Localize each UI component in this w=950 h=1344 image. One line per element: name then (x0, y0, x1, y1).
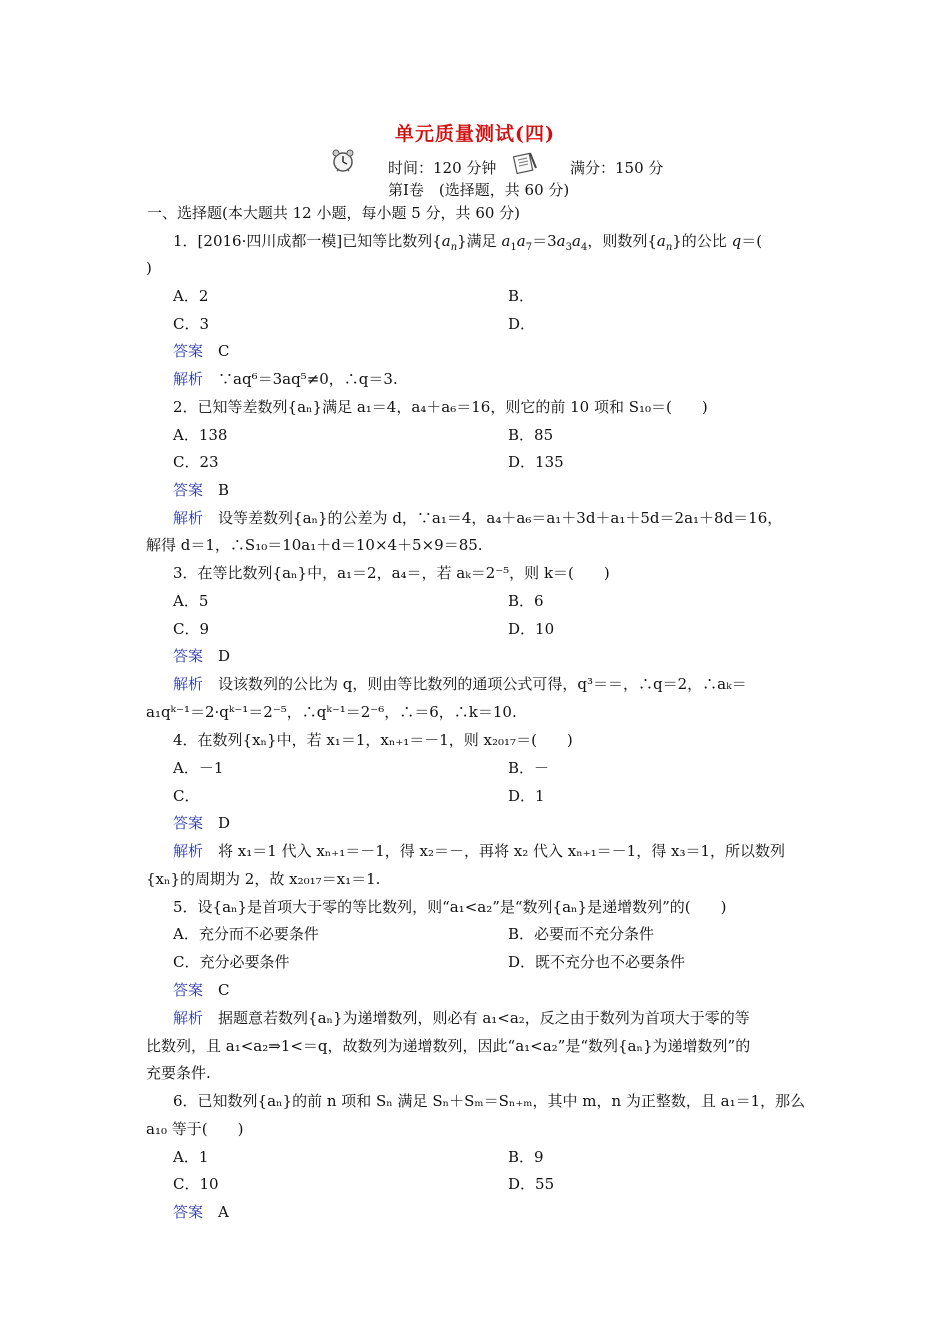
question-1-answer: 答案 C (173, 342, 230, 360)
question-3-option-c: C．9 (173, 620, 210, 638)
question-6-option-d: D．55 (508, 1175, 555, 1193)
section-heading: 一、选择题(本大题共 12 小题，每小题 5 分，共 60 分) (147, 204, 521, 222)
question-4-option-b: B．－ (508, 759, 550, 777)
question-6-stem: 6．已知数列{aₙ}的前 n 项和 Sₙ 满足 Sₙ＋Sₘ＝Sₙ₊ₘ，其中 m，n 为正整数，且 a₁＝1，那么 (173, 1092, 806, 1110)
exam-paper-icon (512, 150, 540, 174)
question-3-option-d: D．10 (508, 620, 555, 638)
question-2-option-b: B．85 (508, 426, 554, 444)
question-5-analysis-cont-2: 充要条件. (146, 1064, 211, 1082)
question-6-option-b: B．9 (508, 1148, 544, 1166)
question-5-option-c: C．充分必要条件 (173, 953, 290, 971)
question-2-analysis: 解析 设等差数列{aₙ}的公差为 d，∵a₁＝4，a₄＋a₆＝a₁＋3d＋a₁＋5d＝2a₁＋8d＝16， (173, 509, 783, 527)
question-3-option-b: B．6 (508, 592, 544, 610)
question-5-answer: 答案 C (173, 981, 230, 999)
question-2-option-a: A．138 (173, 426, 228, 444)
question-4-option-c: C． (173, 787, 200, 805)
question-1-option-a: A．2 (173, 287, 209, 305)
question-4-option-a: A．－1 (173, 759, 224, 777)
question-6-option-a: A．1 (173, 1148, 209, 1166)
question-5-analysis-cont: 比数列，且 a₁<a₂⇒1<＝q，故数列为递增数列，因此“a₁<a₂”是“数列{aₙ}为递增数列”的 (146, 1037, 751, 1055)
question-2-stem: 2．已知等差数列{aₙ}满足 a₁＝4，a₄＋a₆＝16，则它的前 10 项和 S₁₀＝( ) (173, 398, 708, 416)
question-3-option-a: A．5 (173, 592, 209, 610)
full-score: 满分：150 分 (570, 159, 664, 177)
clock-icon (330, 148, 356, 174)
question-1-option-d: D． (508, 315, 536, 333)
time-limit: 时间：120 分钟 (388, 159, 497, 177)
question-1-option-b: B． (508, 287, 535, 305)
page-title: 单元质量测试(四) (395, 123, 555, 145)
question-6-answer: 答案 A (173, 1203, 229, 1221)
question-3-analysis-cont: a₁qᵏ⁻¹＝2·qᵏ⁻¹＝2⁻⁵，∴qᵏ⁻¹＝2⁻⁶，∴＝6，∴k＝10. (146, 703, 517, 721)
question-1-option-c: C．3 (173, 315, 210, 333)
question-3-analysis: 解析 设该数列的公比为 q，则由等比数列的通项公式可得，q³＝＝，∴q＝2，∴aₖ＝ (173, 675, 747, 693)
question-4-stem: 4．在数列{xₙ}中，若 x₁＝1，xₙ₊₁＝－1，则 x₂₀₁₇＝( ) (173, 731, 573, 749)
question-4-analysis-cont: {xₙ}的周期为 2，故 x₂₀₁₇＝x₁＝1. (146, 870, 381, 888)
question-5-option-a: A．充分而不必要条件 (173, 925, 319, 943)
question-2-option-c: C．23 (173, 453, 219, 471)
question-2-analysis-cont: 解得 d＝1，∴S₁₀＝10a₁＋d＝10×4＋5×9＝85. (146, 536, 483, 554)
question-1-stem-wrap: ) (146, 259, 152, 277)
question-4-answer: 答案 D (173, 814, 231, 832)
question-5-stem: 5．设{aₙ}是首项大于零的等比数列，则“a₁<a₂”是“数列{aₙ}是递增数列”的( ) (173, 898, 727, 916)
question-1-stem: 1．[2016·四川成都一模]已知等比数列$\{a_n\}$满足 $a_1a_7=3a_3a_4$，则数列$\{a_n\}$的公比 q＝( (173, 232, 763, 253)
question-6-stem-cont: a₁₀ 等于( ) (146, 1120, 244, 1138)
question-3-stem: 3．在等比数列{aₙ}中，a₁＝2，a₄＝，若 aₖ＝2⁻⁵，则 k＝( ) (173, 564, 610, 582)
question-2-option-d: D．135 (508, 453, 564, 471)
question-4-analysis: 解析 将 x₁＝1 代入 xₙ₊₁＝－1，得 x₂＝－，再将 x₂ 代入 xₙ₊₁＝－1，得 x₃＝1，所以数列 (173, 842, 786, 860)
part-heading: 第Ⅰ卷 (选择题，共 60 分) (388, 181, 570, 199)
question-3-answer: 答案 D (173, 647, 231, 665)
question-5-option-b: B．必要而不充分条件 (508, 925, 655, 943)
question-5-analysis: 解析 据题意若数列{aₙ}为递增数列，则必有 a₁<a₂，反之由于数列为首项大于零的等 (173, 1009, 750, 1027)
question-4-option-d: D．1 (508, 787, 545, 805)
question-1-analysis: 解析 ∵aq⁶＝3aq⁵≠0，∴q＝3. (173, 370, 398, 388)
question-2-answer: 答案 B (173, 481, 230, 499)
question-6-option-c: C．10 (173, 1175, 219, 1193)
question-5-option-d: D．既不充分也不必要条件 (508, 953, 686, 971)
